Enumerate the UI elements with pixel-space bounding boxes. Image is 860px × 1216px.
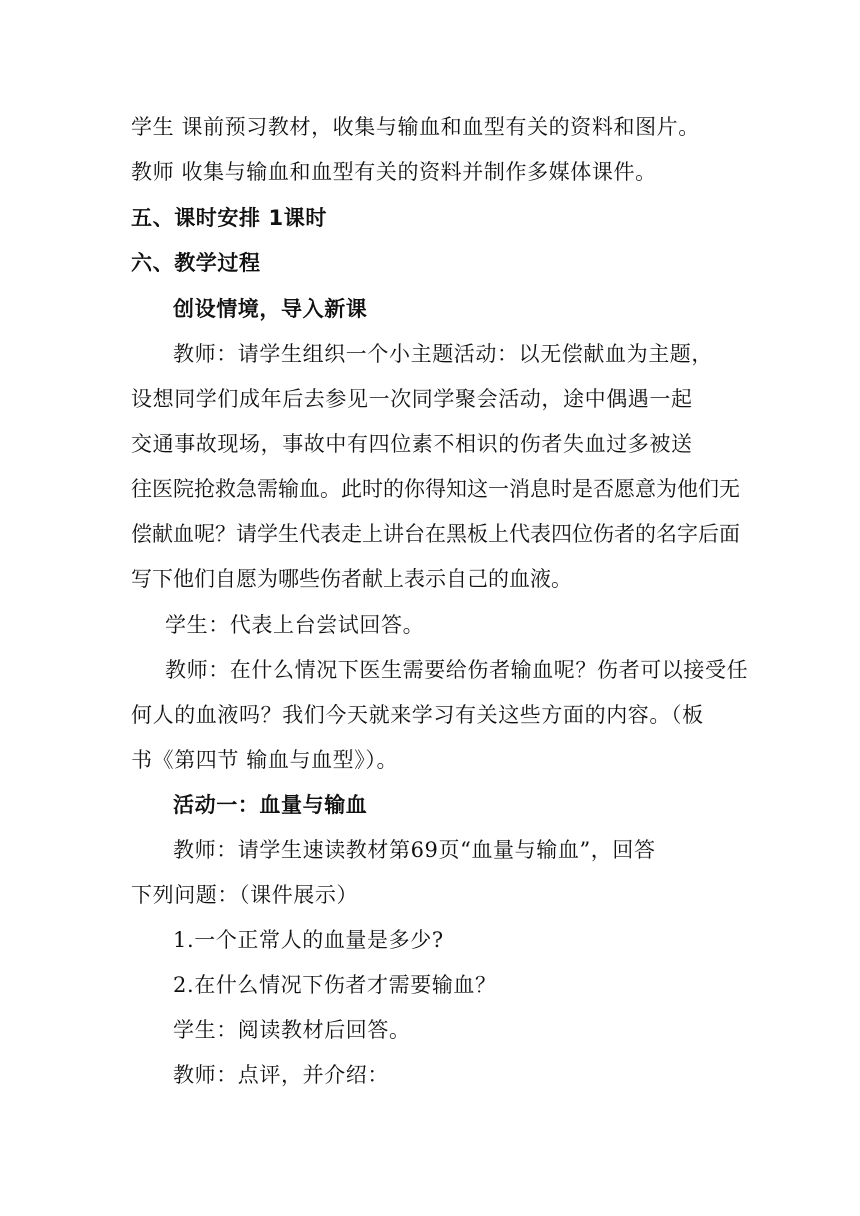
paragraph-line: 教师 收集与输血和血型有关的资料并制作多媒体课件。 xyxy=(131,160,657,184)
section-heading: 五、课时安排 1课时 xyxy=(131,206,327,230)
paragraph-line: 教师：请学生速读教材第69页“血量与输血”，回答 xyxy=(173,838,656,862)
paragraph-line: 教师：点评，并介绍： xyxy=(173,1063,389,1087)
subsection-heading: 活动一：血量与输血 xyxy=(173,793,368,817)
paragraph-line: 偿献血呢？请学生代表走上讲台在黑板上代表四位伤者的名字后面 xyxy=(131,522,740,546)
paragraph-line: 交通事故现场，事故中有四位素不相识的伤者失血过多被送 xyxy=(131,432,693,456)
paragraph-line: 学生 课前预习教材，收集与输血和血型有关的资料和图片。 xyxy=(131,115,700,139)
section-heading: 六、教学过程 xyxy=(131,251,261,275)
paragraph-line: 往医院抢救急需输血。此时的你得知这一消息时是否愿意为他们无 xyxy=(131,477,740,501)
list-item: 1.一个正常人的血量是多少? xyxy=(173,928,444,952)
paragraph-line: 何人的血液吗？我们今天就来学习有关这些方面的内容。（板 xyxy=(131,703,704,727)
paragraph-line: 教师：在什么情况下医生需要给伤者输血呢？伤者可以接受任 xyxy=(165,658,749,682)
list-item: 2.在什么情况下伤者才需要输血？ xyxy=(173,973,497,997)
paragraph-line: 教师：请学生组织一个小主题活动：以无偿献血为主题， xyxy=(173,342,713,366)
subsection-heading: 创设情境，导入新课 xyxy=(173,297,368,321)
paragraph-line: 书《第四节 输血与血型》）。 xyxy=(131,748,399,772)
paragraph-line: 写下他们自愿为哪些伤者献上表示自己的血液。 xyxy=(131,567,572,591)
paragraph-line: 设想同学们成年后去参见一次同学聚会活动，途中偶遇一起 xyxy=(131,387,693,411)
paragraph-line: 下列问题：（课件展示） xyxy=(131,883,359,907)
paragraph-line: 学生：阅读教材后回答。 xyxy=(173,1018,411,1042)
paragraph-line: 学生：代表上台尝试回答。 xyxy=(165,613,425,637)
